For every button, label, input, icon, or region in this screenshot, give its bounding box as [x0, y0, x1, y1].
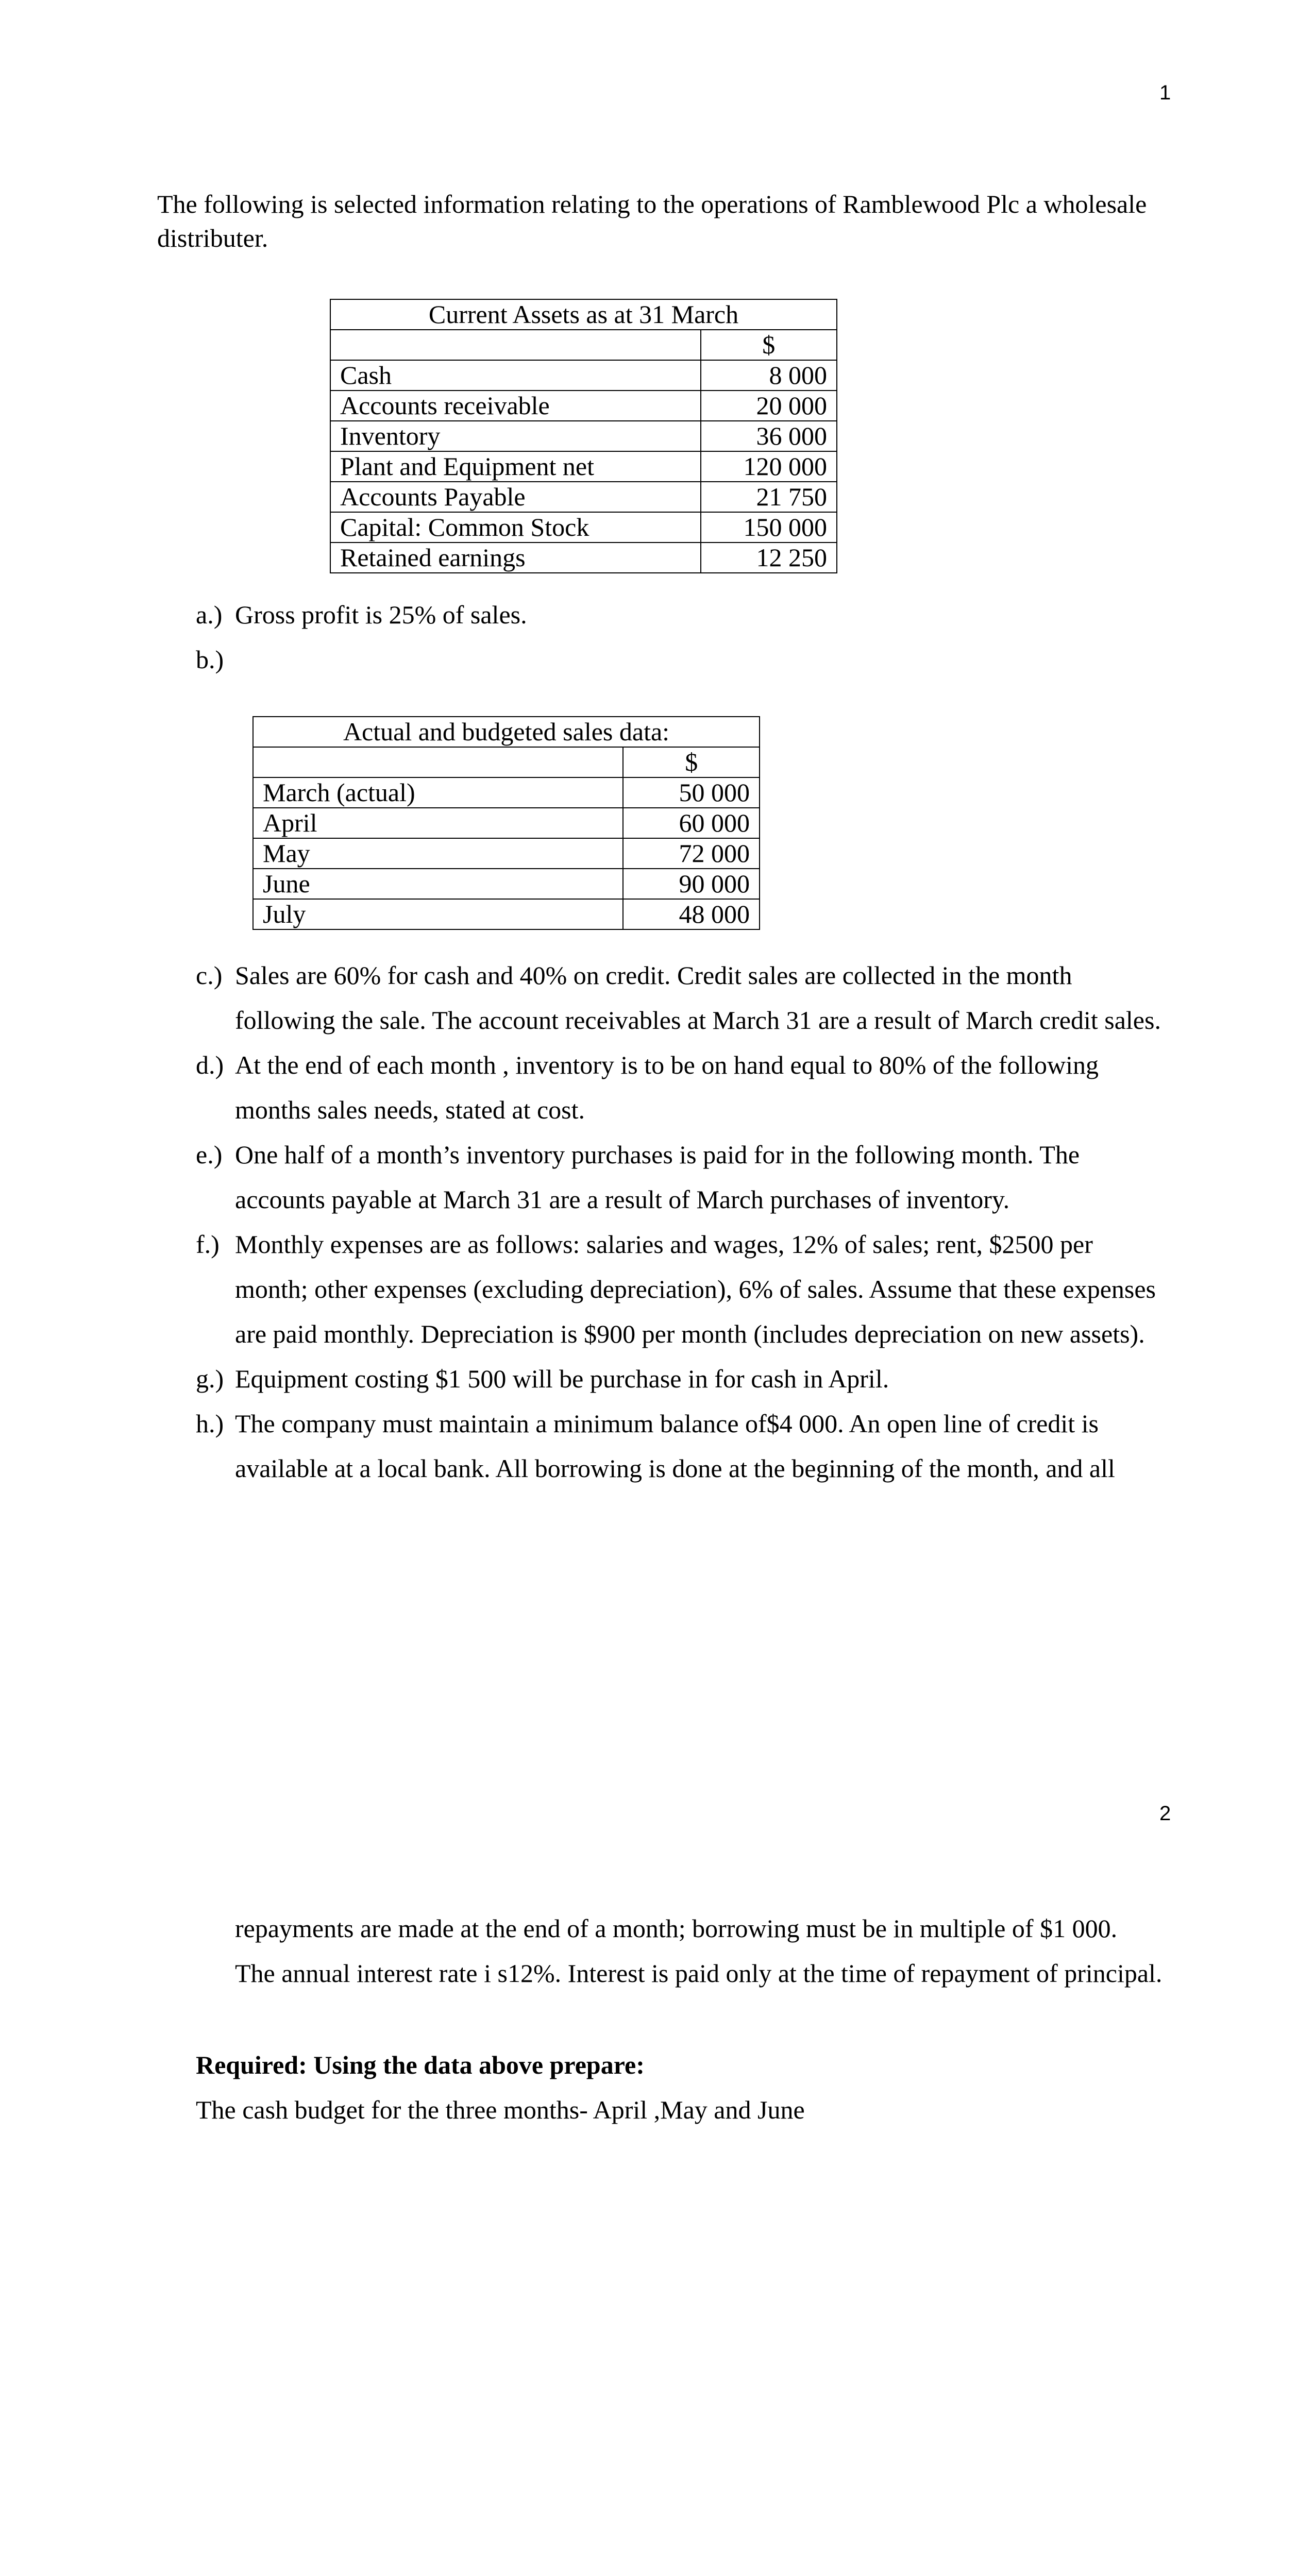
list-marker: d.) — [196, 1050, 224, 1079]
row-label: Retained earnings — [330, 543, 701, 573]
table-row — [330, 421, 837, 451]
row-label: July — [253, 899, 623, 929]
row-label: Cash — [330, 360, 701, 391]
table-row — [253, 808, 760, 838]
table-header-row — [253, 747, 760, 777]
list-text-line: are paid monthly. Depreciation is $900 per month (includes depreciation on new assets). — [235, 1319, 1145, 1348]
table-title: Current Assets as at 31 March — [330, 299, 837, 330]
row-label: Capital: Common Stock — [330, 512, 701, 543]
currency-header: $ — [623, 747, 760, 777]
row-value: 20 000 — [701, 391, 837, 421]
table-row — [330, 543, 837, 573]
page-number: 2 — [1159, 1802, 1171, 1825]
list-text-line: accounts payable at March 31 are a result of March purchases of inventory. — [235, 1185, 1010, 1214]
row-value: 8 000 — [701, 360, 837, 391]
intro-line-1: The following is selected information relating to the operations of Ramblewood Plc a wholesale — [157, 190, 1147, 218]
table-row — [330, 360, 837, 391]
table-title-row — [330, 299, 837, 330]
sales-data-table — [252, 716, 760, 930]
row-value: 12 250 — [701, 543, 837, 573]
table-row — [330, 451, 837, 482]
table-row — [330, 512, 837, 543]
row-label: March (actual) — [253, 777, 623, 808]
row-value: 36 000 — [701, 421, 837, 451]
list-text-line: At the end of each month , inventory is to be on hand equal to 80% of the following — [235, 1050, 1099, 1079]
row-label: Inventory — [330, 421, 701, 451]
row-label: May — [253, 838, 623, 869]
list-text-line: month; other expenses (excluding depreciation), 6% of sales. Assume that these expenses — [235, 1275, 1156, 1303]
table-row — [330, 482, 837, 512]
list-marker: e.) — [196, 1140, 223, 1169]
table-header-row — [330, 330, 837, 360]
table-row — [253, 777, 760, 808]
list-marker: b.) — [196, 645, 224, 674]
table-row — [253, 869, 760, 899]
row-label: June — [253, 869, 623, 899]
list-text-line: Monthly expenses are as follows: salaries and wages, 12% of sales; rent, $2500 per — [235, 1230, 1093, 1259]
list-text-line: Equipment costing $1 500 will be purchase in for cash in April. — [235, 1364, 889, 1393]
row-label: Accounts receivable — [330, 391, 701, 421]
row-label: Plant and Equipment net — [330, 451, 701, 482]
current-assets-table — [330, 299, 837, 573]
table-title: Actual and budgeted sales data: — [253, 717, 760, 747]
continuation-line-1: repayments are made at the end of a month; borrowing must be in multiple of $1 000. — [235, 1914, 1118, 1943]
list-text-line: Sales are 60% for cash and 40% on credit. Credit sales are collected in the month — [235, 961, 1072, 990]
page-number: 1 — [1159, 81, 1171, 104]
continuation-line-2: The annual interest rate i s12%. Interest is paid only at the time of repayment of principal. — [235, 1959, 1163, 1988]
list-marker: f.) — [196, 1230, 220, 1259]
row-value: 90 000 — [623, 869, 760, 899]
row-label: April — [253, 808, 623, 838]
list-marker: a.) — [196, 600, 223, 629]
currency-header: $ — [701, 330, 837, 360]
list-text-line: One half of a month’s inventory purchases is paid for in the following month. The — [235, 1140, 1080, 1169]
list-marker: h.) — [196, 1409, 224, 1438]
list-text: Gross profit is 25% of sales. — [235, 600, 527, 629]
table-title-row — [253, 717, 760, 747]
required-task: The cash budget for the three months- April ,May and June — [196, 2095, 805, 2124]
table-row — [253, 838, 760, 869]
list-text-line: months sales needs, stated at cost. — [235, 1095, 585, 1124]
table-row — [330, 391, 837, 421]
row-value: 150 000 — [701, 512, 837, 543]
row-value: 48 000 — [623, 899, 760, 929]
list-text-line: following the sale. The account receivables at March 31 are a result of March credit sales. — [235, 1006, 1161, 1035]
row-value: 120 000 — [701, 451, 837, 482]
list-marker: g.) — [196, 1364, 224, 1393]
list-marker: c.) — [196, 961, 223, 990]
row-value: 50 000 — [623, 777, 760, 808]
row-value: 21 750 — [701, 482, 837, 512]
row-value: 72 000 — [623, 838, 760, 869]
table-row — [253, 899, 760, 929]
required-heading: Required: Using the data above prepare: — [196, 2050, 645, 2079]
list-text-line: The company must maintain a minimum balance of$4 000. An open line of credit is — [235, 1409, 1099, 1438]
list-text-line: available at a local bank. All borrowing is done at the beginning of the month, and all — [235, 1454, 1115, 1483]
row-value: 60 000 — [623, 808, 760, 838]
intro-line-2: distributer. — [157, 224, 268, 252]
row-label: Accounts Payable — [330, 482, 701, 512]
